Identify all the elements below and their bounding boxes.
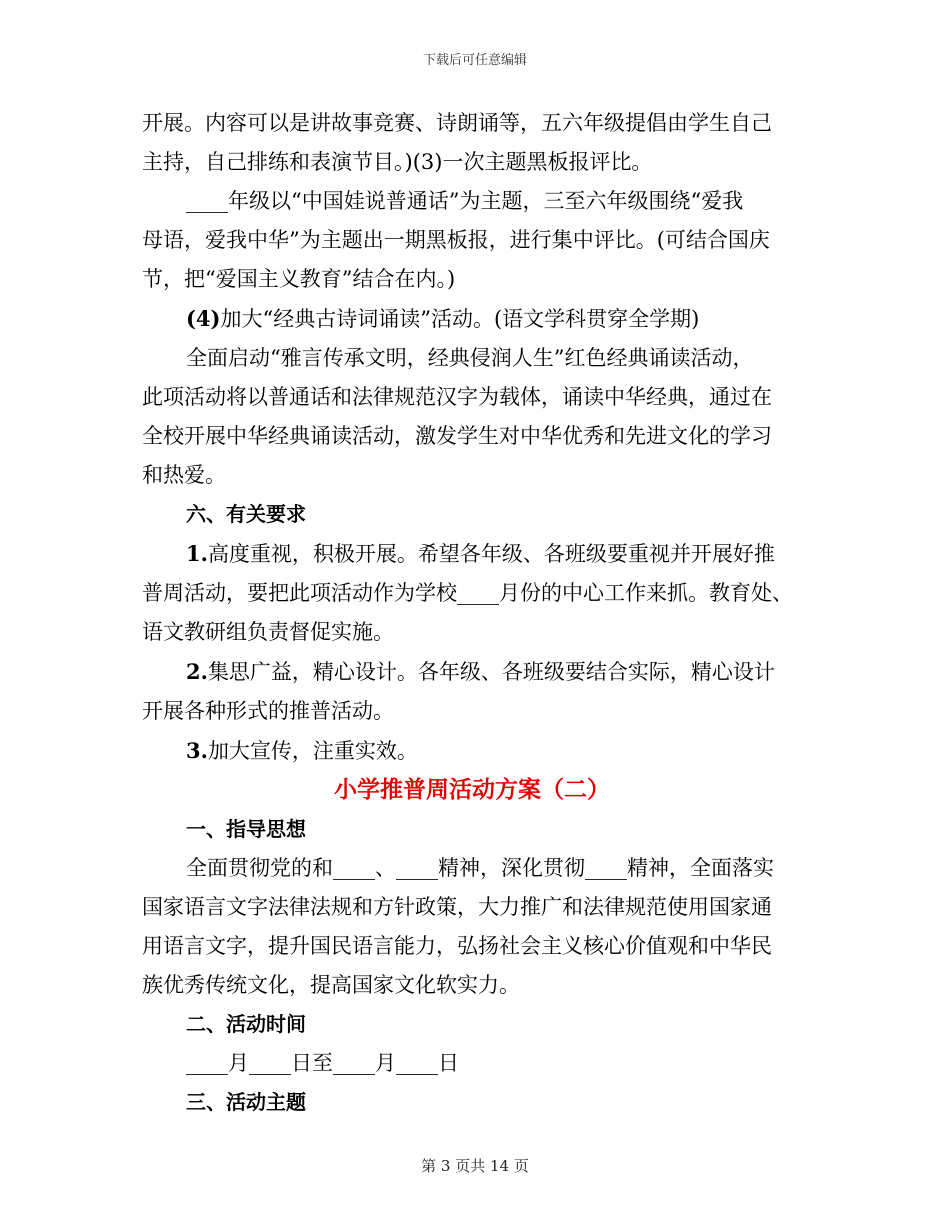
line-text: 加大“经典古诗词诵读”活动。(语文学科贯穿全学期)	[220, 307, 700, 331]
paragraph-line	[142, 339, 802, 378]
paragraph-line	[142, 534, 802, 574]
line-text: ____年级以“中国娃说普通话”为主题，三至六年级围绕“爱我	[186, 189, 744, 213]
section-heading: 一、指导思想	[186, 817, 306, 841]
line-text: 主持，自己排练和表演节目。)(3)一次主题黑板报评比。	[142, 150, 653, 174]
line-text: 加大宣传，注重实效。	[207, 739, 418, 763]
line-text: 全面启动“雅言传承文明，经典侵润人生”红色经典诵读活动，	[186, 346, 754, 370]
paragraph-line	[142, 888, 802, 927]
section-heading: 六、有关要求	[186, 502, 306, 526]
line-text: 族优秀传统文化，提高国家文化软实力。	[142, 973, 520, 997]
paragraph-line	[142, 652, 802, 692]
paragraph-line	[142, 417, 802, 456]
paragraph-line	[142, 299, 802, 339]
list-number: (4)	[186, 306, 221, 331]
line-text: 开展各种形式的推普活动。	[142, 699, 394, 723]
paragraph-line	[142, 692, 802, 731]
page-footer: 第 3 页共 14 页	[421, 1157, 529, 1175]
line-text: 普周活动，要把此项活动作为学校____月份的中心工作来抓。教育处、	[142, 581, 793, 605]
line-text: 语文教研组负责督促实施。	[142, 620, 394, 644]
line-text: 全面贯彻党的和____、____精神，深化贯彻____精神，全面落实	[186, 856, 774, 880]
list-number: 3.	[186, 738, 208, 763]
line-text: ____月____日至____月____日	[186, 1051, 459, 1075]
list-number: 2.	[186, 659, 208, 684]
line-text: 用语言文字，提升国民语言能力，弘扬社会主义核心价值观和中华民	[142, 934, 772, 958]
paragraph-line	[142, 456, 802, 495]
line-text: 此项活动将以普通话和法律规范汉字为载体，诵读中华经典，通过在	[142, 385, 772, 409]
paragraph-line	[142, 1044, 802, 1083]
paragraph-line	[142, 104, 802, 143]
paragraph-line	[142, 221, 802, 260]
section-title: 小学推普周活动方案（二）	[334, 777, 610, 803]
line-text: 和热爱。	[142, 463, 226, 487]
page-header: 下载后可任意编辑	[422, 53, 527, 68]
section-heading: 二、活动时间	[186, 1012, 306, 1036]
paragraph-line	[142, 378, 802, 417]
line-text: 国家语言文字法律法规和方针政策，大力推广和法律规范使用国家通	[142, 895, 772, 919]
paragraph-line	[142, 182, 802, 221]
paragraph-line	[142, 143, 802, 182]
paragraph-line	[142, 966, 802, 1005]
paragraph-line	[142, 731, 802, 771]
line-text: 集思广益，精心设计。各年级、各班级要结合实际，精心设计	[207, 660, 775, 684]
line-text: 全校开展中华经典诵读活动，激发学生对中华优秀和先进文化的学习	[142, 424, 772, 448]
line-text: 节，把“爱国主义教育”结合在内。)	[142, 267, 456, 291]
section-heading: 三、活动主题	[186, 1090, 306, 1114]
paragraph-line	[142, 574, 802, 613]
line-text: 开展。内容可以是讲故事竞赛、诗朗诵等，五六年级提倡由学生自己	[142, 111, 772, 135]
line-text: 高度重视，积极开展。希望各年级、各班级要重视并开展好推	[207, 542, 775, 566]
line-text: 母语，爱我中华”为主题出一期黑板报，进行集中评比。(可结合国庆	[142, 228, 770, 252]
list-number: 1.	[186, 541, 208, 566]
paragraph-line	[142, 260, 802, 299]
paragraph-line	[142, 849, 802, 888]
document-body	[142, 104, 802, 1122]
paragraph-line	[142, 927, 802, 966]
paragraph-line	[142, 613, 802, 652]
